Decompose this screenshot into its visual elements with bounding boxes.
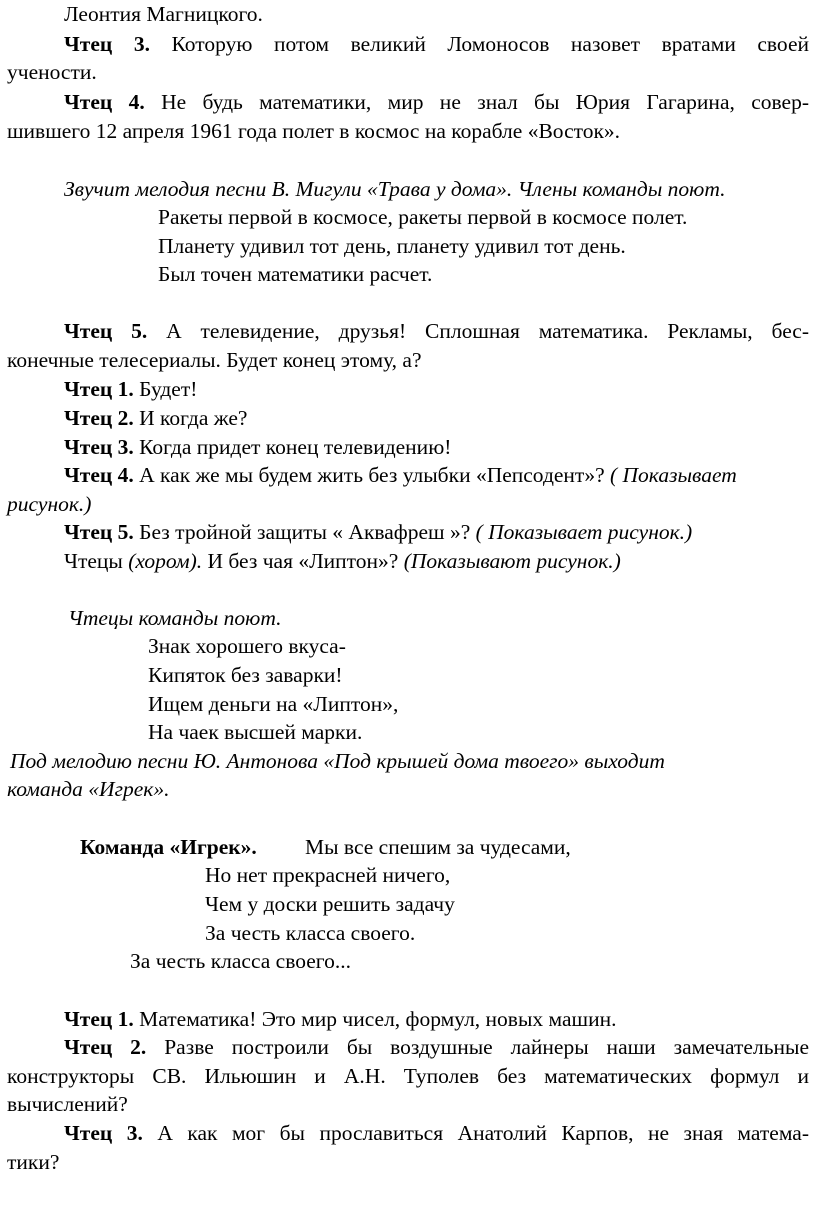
stage-text: ( Показывает рисунок.) <box>475 520 693 544</box>
song-line: За честь класса своего. <box>205 921 416 945</box>
text-line: тики? <box>7 1150 60 1174</box>
reader-line <box>64 461 737 489</box>
speech-text: Которую потом великий Ломоносов назовет вратами своей <box>149 32 809 56</box>
song-line: Кипяток без заварки! <box>148 663 343 687</box>
speaker-label: Чтец 5. <box>64 520 134 544</box>
stage-direction <box>64 175 725 203</box>
text-line: конечные телесериалы. Будет конец этому, а? <box>7 348 422 372</box>
speaker-label: Чтец 3. <box>64 435 134 459</box>
speech-text: А как мог бы прославиться Анатолий Карпов, не зная матема- <box>142 1121 809 1145</box>
stage-text: Чтецы команды поют. <box>68 606 282 630</box>
speaker-label: Чтец 3. <box>64 1121 143 1145</box>
reader-3-line <box>64 30 809 58</box>
song-line: Планету удивил тот день, планету удивил тот день. <box>158 234 626 258</box>
song-line: Но нет прекрасней ничего, <box>205 863 451 887</box>
speaker-label: Чтец 2. <box>64 1035 147 1059</box>
reader-line <box>64 375 197 403</box>
team-label <box>80 833 257 861</box>
speech-text: Когда придет конец телевидению! <box>133 435 452 459</box>
stage-direction <box>10 747 665 775</box>
speech-text: Будет! <box>133 377 198 401</box>
speaker-label: Чтец 5. <box>64 319 148 343</box>
song-line: На чаек высшей марки. <box>148 720 363 744</box>
song-line: Чем у доски решить задачу <box>205 892 455 916</box>
speech-text: Математика! Это мир чисел, формул, новых машин. <box>133 1007 617 1031</box>
speech-text: А как же мы будем жить без улыбки «Пепсодент»? <box>133 463 610 487</box>
speech-text: И без чая «Липтон»? <box>202 549 404 573</box>
speaker-label: Чтец 4. <box>64 90 145 114</box>
speaker-label: Чтец 1. <box>64 1007 134 1031</box>
text-line: конструкторы СВ. Ильюшин и А.Н. Туполев без математических формул и <box>7 1064 809 1088</box>
speaker-label: Чтец 2. <box>64 406 134 430</box>
speech-text: Не будь математики, мир не знал бы Юрия Гагарина, совер- <box>144 90 809 114</box>
stage-text: (Показывают рисунок.) <box>403 549 621 573</box>
speaker-label: Чтец 4. <box>64 463 134 487</box>
speech-text: Разве построили бы воздушные лайнеры наши замечательные <box>146 1035 809 1059</box>
reader-2-line <box>64 1033 809 1061</box>
song-line: Ищем деньги на «Липтон», <box>148 692 399 716</box>
song-line: За честь класса своего... <box>130 949 351 973</box>
stage-direction <box>7 775 169 803</box>
stage-direction <box>7 490 91 518</box>
speech-text: И когда же? <box>133 406 248 430</box>
reader-3-line <box>64 1119 809 1147</box>
reader-line <box>64 1005 616 1033</box>
stage-text: (хором). <box>128 549 203 573</box>
text-line: Леонтия Магницкого. <box>64 2 263 26</box>
reader-5-line <box>64 317 809 345</box>
text-line: шившего 12 апреля 1961 года полет в космос на корабле «Восток». <box>7 119 621 143</box>
team-label-text: Команда «Игрек». <box>80 835 257 859</box>
speech-text: А телевидение, друзья! Сплошная математика. Рекламы, бес- <box>147 319 809 343</box>
text-line: учености. <box>7 60 97 84</box>
song-line: Мы все спешим за чудесами, <box>305 835 571 859</box>
reader-line <box>64 404 247 432</box>
stage-text: ( Показывает <box>610 463 737 487</box>
speaker-label: Чтец 3. <box>64 32 150 56</box>
chorus-line <box>64 547 621 575</box>
song-line: Ракеты первой в космосе, ракеты первой в космосе полет. <box>158 205 688 229</box>
stage-text: Звучит мелодия песни В. Мигули «Трава у дома». Члены команды поют. <box>64 177 726 201</box>
reader-line <box>64 518 692 546</box>
reader-line <box>64 433 451 461</box>
reader-4-line <box>64 88 809 116</box>
song-line: Знак хорошего вкуса- <box>148 634 346 658</box>
speech-text: Без тройной защиты « Аквафреш »? <box>133 520 476 544</box>
stage-direction <box>68 604 282 632</box>
stage-text: рисунок.) <box>7 492 92 516</box>
stage-text: Под мелодию песни Ю. Антонова «Под крышей дома твоего» выходит <box>10 749 665 773</box>
stage-text: команда «Игрек». <box>7 777 170 801</box>
speaker-label: Чтецы <box>64 549 129 573</box>
speaker-label: Чтец 1. <box>64 377 134 401</box>
song-line: Был точен математики расчет. <box>158 262 433 286</box>
text-line: вычислений? <box>7 1092 128 1116</box>
